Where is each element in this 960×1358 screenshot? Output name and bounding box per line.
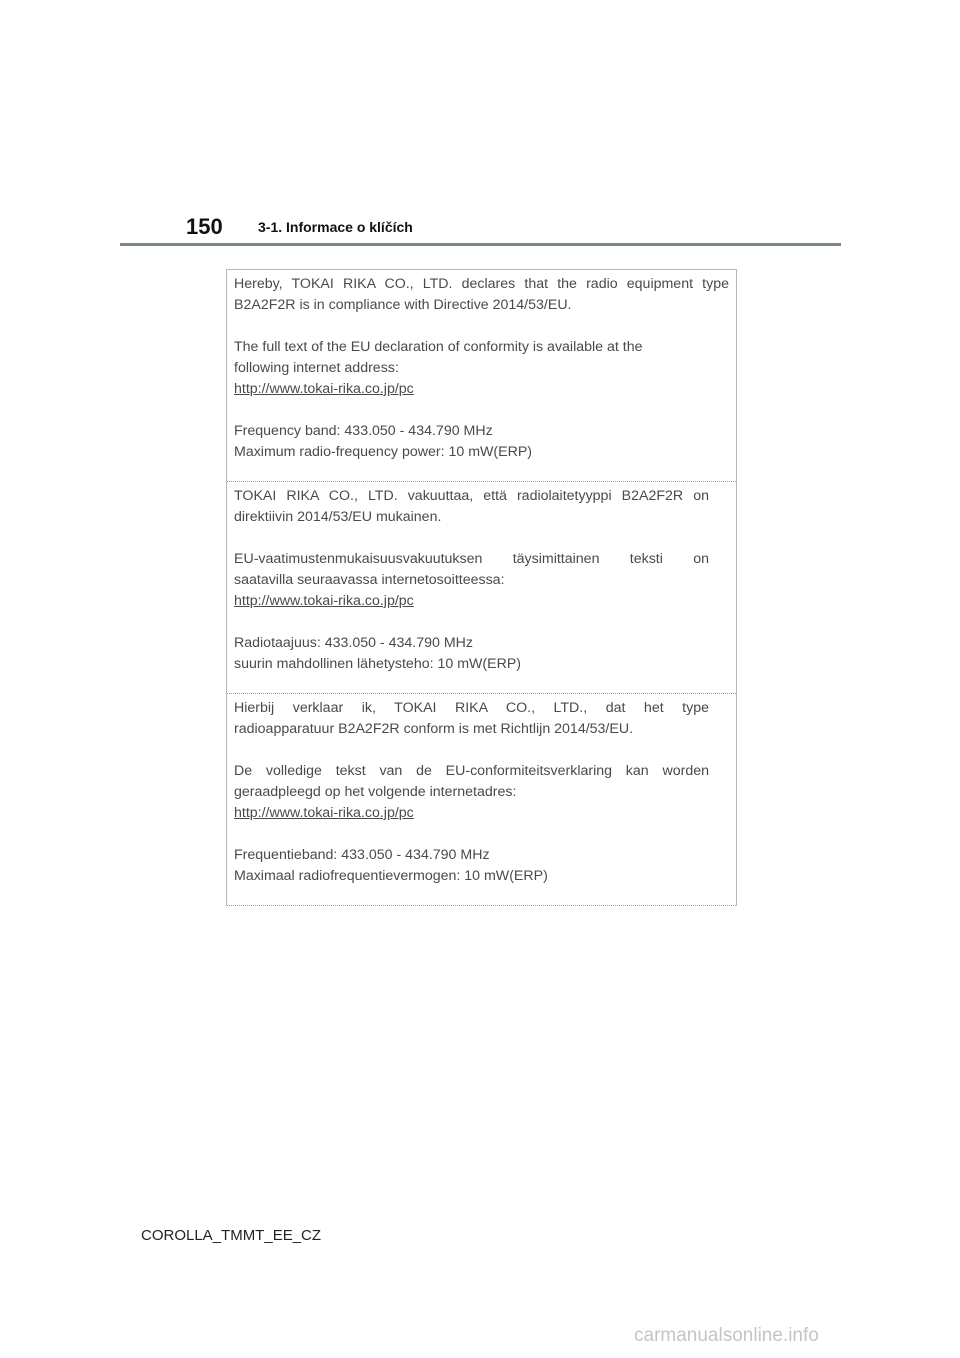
statement-line-1: Hierbij verklaar ik, TOKAI RIKA CO., LTD., dat het type bbox=[234, 700, 709, 716]
declaration-link[interactable]: http://www.tokai-rika.co.jp/pc bbox=[234, 805, 414, 821]
statement-line-2: B2A2F2R is in compliance with Directive 2014/53/EU. bbox=[234, 297, 572, 313]
statement-line-2: direktiivin 2014/53/EU mukainen. bbox=[234, 509, 442, 525]
availability-line-1: De volledige tekst van de EU-conformiteitsverklaring kan worden bbox=[234, 763, 709, 779]
declaration-link[interactable]: http://www.tokai-rika.co.jp/pc bbox=[234, 381, 414, 397]
availability-line-2: geraadpleegd op het volgende internetadres: bbox=[234, 784, 517, 800]
availability-line-1: The full text of the EU declaration of conformity is available at the bbox=[234, 339, 643, 355]
declaration-english bbox=[227, 270, 736, 482]
frequency-band: Frequency band: 433.050 - 434.790 MHz bbox=[234, 423, 493, 439]
declaration-box bbox=[226, 269, 737, 906]
declaration-dutch bbox=[227, 694, 736, 906]
declaration-link[interactable]: http://www.tokai-rika.co.jp/pc bbox=[234, 593, 414, 609]
statement-line-1: TOKAI RIKA CO., LTD. vakuuttaa, että radiolaitetyyppi B2A2F2R on bbox=[234, 488, 709, 504]
header-divider bbox=[120, 243, 841, 246]
page-number: 150 bbox=[186, 214, 223, 239]
declaration-finnish bbox=[227, 482, 736, 694]
availability-line-2: saatavilla seuraavassa internetosoitteessa: bbox=[234, 572, 505, 588]
statement-line-2: radioapparatuur B2A2F2R conform is met Richtlijn 2014/53/EU. bbox=[234, 721, 634, 737]
statement-line-1: Hereby, TOKAI RIKA CO., LTD. declares that the radio equipment type bbox=[234, 276, 729, 292]
availability-line-2: following internet address: bbox=[234, 360, 399, 376]
frequency-band: Radiotaajuus: 433.050 - 434.790 MHz bbox=[234, 635, 473, 651]
availability-line-1: EU-vaatimustenmukaisuusvakuutuksen täysimittainen teksti on bbox=[234, 551, 709, 567]
frequency-band: Frequentieband: 433.050 - 434.790 MHz bbox=[234, 847, 490, 863]
document-code: COROLLA_TMMT_EE_CZ bbox=[141, 1227, 322, 1244]
max-power: Maximum radio-frequency power: 10 mW(ERP) bbox=[234, 444, 533, 460]
max-power: Maximaal radiofrequentievermogen: 10 mW(ERP) bbox=[234, 868, 548, 884]
section-title: 3-1. Informace o klíčích bbox=[258, 219, 413, 235]
max-power: suurin mahdollinen lähetysteho: 10 mW(ERP) bbox=[234, 656, 522, 672]
watermark: carmanualsonline.info bbox=[634, 1325, 819, 1346]
